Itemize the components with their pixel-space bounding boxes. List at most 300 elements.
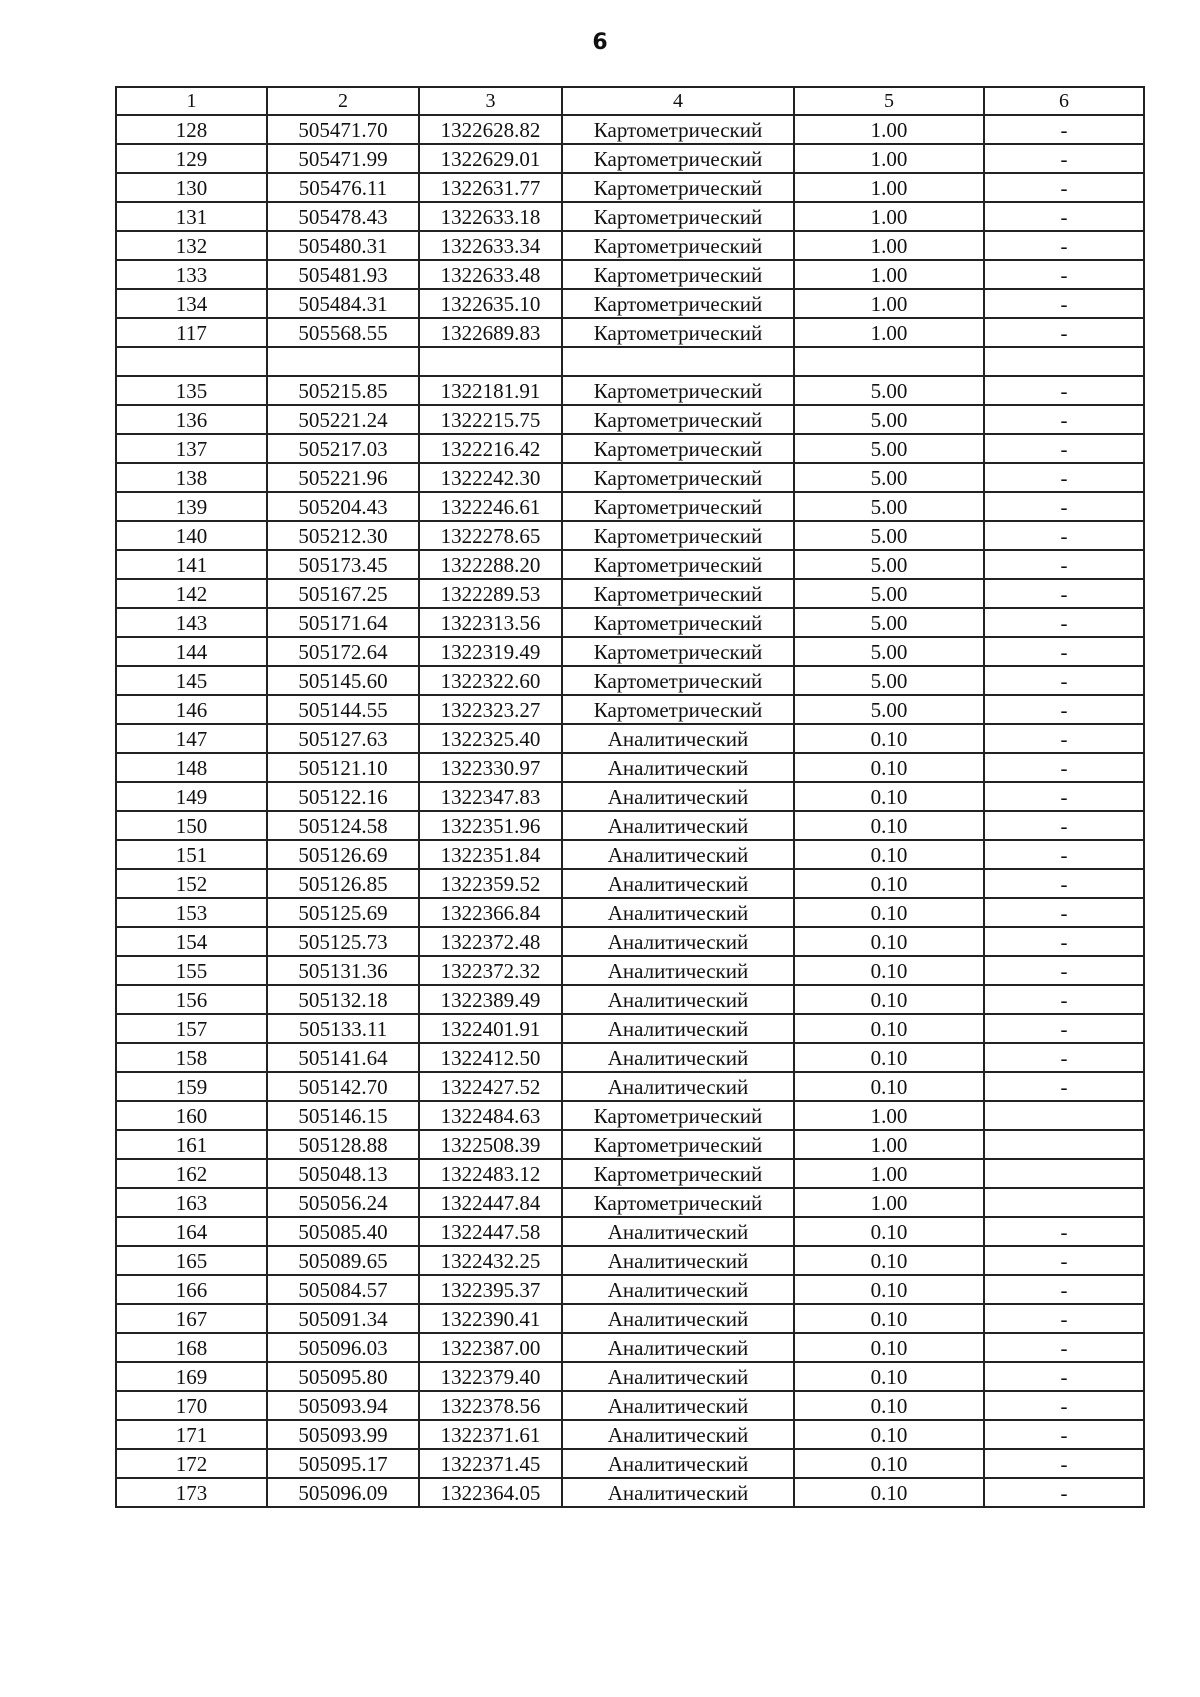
method-cell: Картометрический	[562, 434, 794, 463]
note-cell: -	[984, 115, 1144, 144]
accuracy-cell: 0.10	[794, 1478, 984, 1507]
note-cell: -	[984, 434, 1144, 463]
accuracy-cell: 1.00	[794, 173, 984, 202]
table-row	[116, 1014, 1144, 1043]
point-number-cell: 152	[116, 869, 267, 898]
accuracy-cell: 1.00	[794, 260, 984, 289]
accuracy-cell: 1.00	[794, 318, 984, 347]
note-cell: -	[984, 202, 1144, 231]
table-row	[116, 637, 1144, 666]
table-row	[116, 753, 1144, 782]
table-row	[116, 521, 1144, 550]
accuracy-cell: 0.10	[794, 927, 984, 956]
coordinates-table	[115, 86, 1145, 1508]
table-row	[116, 1449, 1144, 1478]
accuracy-cell: 1.00	[794, 1188, 984, 1217]
method-cell: Аналитический	[562, 869, 794, 898]
note-cell: -	[984, 405, 1144, 434]
accuracy-cell: 0.10	[794, 724, 984, 753]
accuracy-cell: 1.00	[794, 144, 984, 173]
y-coordinate-cell: 1322347.83	[419, 782, 562, 811]
point-number-cell: 148	[116, 753, 267, 782]
point-number-cell: 149	[116, 782, 267, 811]
table-row	[116, 1362, 1144, 1391]
y-coordinate-cell: 1322631.77	[419, 173, 562, 202]
point-number-cell: 172	[116, 1449, 267, 1478]
method-cell: Картометрический	[562, 1159, 794, 1188]
method-cell: Аналитический	[562, 840, 794, 869]
table-row	[116, 550, 1144, 579]
accuracy-cell: 1.00	[794, 231, 984, 260]
x-coordinate-cell: 505167.25	[267, 579, 419, 608]
table-row	[116, 1188, 1144, 1217]
method-cell: Картометрический	[562, 1101, 794, 1130]
point-number-cell: 131	[116, 202, 267, 231]
y-coordinate-cell: 1322366.84	[419, 898, 562, 927]
accuracy-cell: 5.00	[794, 434, 984, 463]
y-coordinate-cell: 1322378.56	[419, 1391, 562, 1420]
x-coordinate-cell: 505132.18	[267, 985, 419, 1014]
accuracy-cell: 0.10	[794, 782, 984, 811]
method-cell	[562, 347, 794, 376]
method-cell: Аналитический	[562, 1391, 794, 1420]
accuracy-cell: 0.10	[794, 1275, 984, 1304]
point-number-cell: 145	[116, 666, 267, 695]
accuracy-cell: 0.10	[794, 869, 984, 898]
point-number-cell: 137	[116, 434, 267, 463]
method-cell: Картометрический	[562, 405, 794, 434]
x-coordinate-cell: 505127.63	[267, 724, 419, 753]
y-coordinate-cell: 1322246.61	[419, 492, 562, 521]
table-row	[116, 579, 1144, 608]
note-cell: -	[984, 463, 1144, 492]
table-row	[116, 666, 1144, 695]
note-cell: -	[984, 956, 1144, 985]
note-cell: -	[984, 608, 1144, 637]
point-number-cell: 128	[116, 115, 267, 144]
point-number-cell: 170	[116, 1391, 267, 1420]
header-cell: 5	[794, 87, 984, 115]
accuracy-cell: 0.10	[794, 1217, 984, 1246]
point-number-cell: 155	[116, 956, 267, 985]
point-number-cell: 158	[116, 1043, 267, 1072]
point-number-cell: 159	[116, 1072, 267, 1101]
y-coordinate-cell: 1322628.82	[419, 115, 562, 144]
x-coordinate-cell: 505122.16	[267, 782, 419, 811]
y-coordinate-cell: 1322508.39	[419, 1130, 562, 1159]
method-cell: Аналитический	[562, 1304, 794, 1333]
method-cell: Картометрический	[562, 521, 794, 550]
header-cell: 6	[984, 87, 1144, 115]
note-cell: -	[984, 318, 1144, 347]
point-number-cell: 134	[116, 289, 267, 318]
method-cell: Картометрический	[562, 173, 794, 202]
header-cell: 3	[419, 87, 562, 115]
x-coordinate-cell: 505089.65	[267, 1246, 419, 1275]
x-coordinate-cell	[267, 347, 419, 376]
method-cell: Картометрический	[562, 463, 794, 492]
point-number-cell: 153	[116, 898, 267, 927]
x-coordinate-cell: 505085.40	[267, 1217, 419, 1246]
table-row	[116, 492, 1144, 521]
y-coordinate-cell: 1322372.32	[419, 956, 562, 985]
y-coordinate-cell: 1322323.27	[419, 695, 562, 724]
accuracy-cell	[794, 347, 984, 376]
method-cell: Картометрический	[562, 1130, 794, 1159]
x-coordinate-cell: 505096.03	[267, 1333, 419, 1362]
method-cell: Картометрический	[562, 289, 794, 318]
note-cell: -	[984, 1478, 1144, 1507]
y-coordinate-cell: 1322447.84	[419, 1188, 562, 1217]
table-row	[116, 376, 1144, 405]
accuracy-cell: 5.00	[794, 666, 984, 695]
x-coordinate-cell: 505478.43	[267, 202, 419, 231]
table-row	[116, 289, 1144, 318]
point-number-cell: 160	[116, 1101, 267, 1130]
method-cell: Аналитический	[562, 1217, 794, 1246]
y-coordinate-cell: 1322319.49	[419, 637, 562, 666]
note-cell: -	[984, 1043, 1144, 1072]
table-row	[116, 231, 1144, 260]
table-row	[116, 1159, 1144, 1188]
x-coordinate-cell: 505141.64	[267, 1043, 419, 1072]
point-number-cell: 117	[116, 318, 267, 347]
x-coordinate-cell: 505142.70	[267, 1072, 419, 1101]
y-coordinate-cell: 1322629.01	[419, 144, 562, 173]
point-number-cell: 150	[116, 811, 267, 840]
note-cell: -	[984, 695, 1144, 724]
table-row	[116, 956, 1144, 985]
note-cell: -	[984, 492, 1144, 521]
y-coordinate-cell: 1322387.00	[419, 1333, 562, 1362]
x-coordinate-cell: 505084.57	[267, 1275, 419, 1304]
table-row	[116, 724, 1144, 753]
x-coordinate-cell: 505471.99	[267, 144, 419, 173]
point-number-cell: 139	[116, 492, 267, 521]
accuracy-cell: 1.00	[794, 115, 984, 144]
point-number-cell: 157	[116, 1014, 267, 1043]
point-number-cell: 161	[116, 1130, 267, 1159]
point-number-cell: 165	[116, 1246, 267, 1275]
note-cell: -	[984, 1014, 1144, 1043]
accuracy-cell: 0.10	[794, 1014, 984, 1043]
note-cell: -	[984, 144, 1144, 173]
method-cell: Картометрический	[562, 637, 794, 666]
point-number-cell: 167	[116, 1304, 267, 1333]
x-coordinate-cell: 505480.31	[267, 231, 419, 260]
point-number-cell: 169	[116, 1362, 267, 1391]
note-cell: -	[984, 869, 1144, 898]
y-coordinate-cell: 1322359.52	[419, 869, 562, 898]
method-cell: Аналитический	[562, 1275, 794, 1304]
table-row	[116, 1391, 1144, 1420]
point-number-cell: 156	[116, 985, 267, 1014]
table-row	[116, 1130, 1144, 1159]
method-cell: Картометрический	[562, 695, 794, 724]
header-cell: 2	[267, 87, 419, 115]
accuracy-cell: 1.00	[794, 1159, 984, 1188]
accuracy-cell: 0.10	[794, 985, 984, 1014]
method-cell: Аналитический	[562, 898, 794, 927]
point-number-cell: 166	[116, 1275, 267, 1304]
accuracy-cell: 0.10	[794, 840, 984, 869]
y-coordinate-cell: 1322325.40	[419, 724, 562, 753]
accuracy-cell: 1.00	[794, 289, 984, 318]
x-coordinate-cell: 505125.73	[267, 927, 419, 956]
point-number-cell: 143	[116, 608, 267, 637]
y-coordinate-cell: 1322372.48	[419, 927, 562, 956]
note-cell: -	[984, 1217, 1144, 1246]
y-coordinate-cell	[419, 347, 562, 376]
x-coordinate-cell: 505048.13	[267, 1159, 419, 1188]
table-row	[116, 434, 1144, 463]
accuracy-cell: 1.00	[794, 1130, 984, 1159]
point-number-cell: 141	[116, 550, 267, 579]
header-cell: 1	[116, 87, 267, 115]
point-number-cell	[116, 347, 267, 376]
method-cell: Аналитический	[562, 753, 794, 782]
point-number-cell: 135	[116, 376, 267, 405]
x-coordinate-cell: 505481.93	[267, 260, 419, 289]
y-coordinate-cell: 1322389.49	[419, 985, 562, 1014]
y-coordinate-cell: 1322313.56	[419, 608, 562, 637]
point-number-cell: 147	[116, 724, 267, 753]
note-cell: -	[984, 840, 1144, 869]
method-cell: Картометрический	[562, 144, 794, 173]
note-cell: -	[984, 521, 1144, 550]
point-number-cell: 163	[116, 1188, 267, 1217]
x-coordinate-cell: 505128.88	[267, 1130, 419, 1159]
method-cell: Картометрический	[562, 376, 794, 405]
y-coordinate-cell: 1322447.58	[419, 1217, 562, 1246]
method-cell: Картометрический	[562, 550, 794, 579]
method-cell: Аналитический	[562, 1072, 794, 1101]
point-number-cell: 138	[116, 463, 267, 492]
point-number-cell: 146	[116, 695, 267, 724]
point-number-cell: 144	[116, 637, 267, 666]
note-cell: -	[984, 898, 1144, 927]
accuracy-cell: 0.10	[794, 1333, 984, 1362]
method-cell: Аналитический	[562, 956, 794, 985]
note-cell: -	[984, 927, 1144, 956]
accuracy-cell: 0.10	[794, 1449, 984, 1478]
y-coordinate-cell: 1322215.75	[419, 405, 562, 434]
x-coordinate-cell: 505125.69	[267, 898, 419, 927]
table-row	[116, 898, 1144, 927]
x-coordinate-cell: 505172.64	[267, 637, 419, 666]
note-cell: -	[984, 289, 1144, 318]
note-cell: -	[984, 550, 1144, 579]
x-coordinate-cell: 505484.31	[267, 289, 419, 318]
table-row	[116, 840, 1144, 869]
x-coordinate-cell: 505221.96	[267, 463, 419, 492]
point-number-cell: 171	[116, 1420, 267, 1449]
y-coordinate-cell: 1322242.30	[419, 463, 562, 492]
note-cell: -	[984, 753, 1144, 782]
accuracy-cell: 0.10	[794, 1362, 984, 1391]
accuracy-cell: 5.00	[794, 521, 984, 550]
note-cell: -	[984, 811, 1144, 840]
note-cell: -	[984, 579, 1144, 608]
table-row	[116, 115, 1144, 144]
method-cell: Аналитический	[562, 1014, 794, 1043]
accuracy-cell: 5.00	[794, 376, 984, 405]
x-coordinate-cell: 505093.94	[267, 1391, 419, 1420]
table-row	[116, 260, 1144, 289]
accuracy-cell: 1.00	[794, 1101, 984, 1130]
note-cell: -	[984, 985, 1144, 1014]
accuracy-cell: 5.00	[794, 608, 984, 637]
method-cell: Картометрический	[562, 318, 794, 347]
y-coordinate-cell: 1322351.96	[419, 811, 562, 840]
x-coordinate-cell: 505095.17	[267, 1449, 419, 1478]
method-cell: Аналитический	[562, 985, 794, 1014]
method-cell: Аналитический	[562, 811, 794, 840]
note-cell: -	[984, 666, 1144, 695]
note-cell: -	[984, 231, 1144, 260]
table-row	[116, 173, 1144, 202]
y-coordinate-cell: 1322633.34	[419, 231, 562, 260]
y-coordinate-cell: 1322278.65	[419, 521, 562, 550]
table-row	[116, 782, 1144, 811]
point-number-cell: 151	[116, 840, 267, 869]
table-header-row	[116, 87, 1144, 115]
accuracy-cell: 0.10	[794, 811, 984, 840]
y-coordinate-cell: 1322289.53	[419, 579, 562, 608]
table-row	[116, 1333, 1144, 1362]
note-cell	[984, 347, 1144, 376]
accuracy-cell: 0.10	[794, 956, 984, 985]
table-row	[116, 1072, 1144, 1101]
accuracy-cell: 0.10	[794, 1072, 984, 1101]
x-coordinate-cell: 505173.45	[267, 550, 419, 579]
y-coordinate-cell: 1322427.52	[419, 1072, 562, 1101]
method-cell: Картометрический	[562, 579, 794, 608]
note-cell: -	[984, 1362, 1144, 1391]
x-coordinate-cell: 505126.69	[267, 840, 419, 869]
y-coordinate-cell: 1322633.48	[419, 260, 562, 289]
x-coordinate-cell: 505144.55	[267, 695, 419, 724]
table-row	[116, 1043, 1144, 1072]
note-cell: -	[984, 376, 1144, 405]
table-row	[116, 927, 1144, 956]
x-coordinate-cell: 505121.10	[267, 753, 419, 782]
accuracy-cell: 5.00	[794, 637, 984, 666]
note-cell: -	[984, 1275, 1144, 1304]
note-cell: -	[984, 1333, 1144, 1362]
accuracy-cell: 0.10	[794, 753, 984, 782]
table-row	[116, 144, 1144, 173]
accuracy-cell: 5.00	[794, 550, 984, 579]
y-coordinate-cell: 1322351.84	[419, 840, 562, 869]
point-number-cell: 173	[116, 1478, 267, 1507]
coordinates-table-body	[116, 87, 1144, 1507]
note-cell: -	[984, 1072, 1144, 1101]
y-coordinate-cell: 1322322.60	[419, 666, 562, 695]
method-cell: Аналитический	[562, 1449, 794, 1478]
table-row	[116, 1420, 1144, 1449]
y-coordinate-cell: 1322689.83	[419, 318, 562, 347]
point-number-cell: 168	[116, 1333, 267, 1362]
y-coordinate-cell: 1322371.61	[419, 1420, 562, 1449]
note-cell: -	[984, 1391, 1144, 1420]
accuracy-cell: 0.10	[794, 898, 984, 927]
method-cell: Аналитический	[562, 1420, 794, 1449]
table-row	[116, 1217, 1144, 1246]
table-row	[116, 1101, 1144, 1130]
x-coordinate-cell: 505093.99	[267, 1420, 419, 1449]
y-coordinate-cell: 1322364.05	[419, 1478, 562, 1507]
note-cell: -	[984, 782, 1144, 811]
note-cell: -	[984, 1246, 1144, 1275]
table-row	[116, 318, 1144, 347]
accuracy-cell: 5.00	[794, 579, 984, 608]
y-coordinate-cell: 1322401.91	[419, 1014, 562, 1043]
accuracy-cell: 0.10	[794, 1391, 984, 1420]
y-coordinate-cell: 1322371.45	[419, 1449, 562, 1478]
note-cell: -	[984, 1449, 1144, 1478]
method-cell: Аналитический	[562, 1043, 794, 1072]
x-coordinate-cell: 505133.11	[267, 1014, 419, 1043]
y-coordinate-cell: 1322484.63	[419, 1101, 562, 1130]
note-cell	[984, 1101, 1144, 1130]
accuracy-cell: 0.10	[794, 1246, 984, 1275]
y-coordinate-cell: 1322412.50	[419, 1043, 562, 1072]
x-coordinate-cell: 505146.15	[267, 1101, 419, 1130]
point-number-cell: 142	[116, 579, 267, 608]
accuracy-cell: 5.00	[794, 405, 984, 434]
table-row	[116, 202, 1144, 231]
table-row	[116, 463, 1144, 492]
x-coordinate-cell: 505091.34	[267, 1304, 419, 1333]
point-number-cell: 164	[116, 1217, 267, 1246]
y-coordinate-cell: 1322216.42	[419, 434, 562, 463]
method-cell: Картометрический	[562, 260, 794, 289]
method-cell: Картометрический	[562, 608, 794, 637]
method-cell: Картометрический	[562, 666, 794, 695]
method-cell: Картометрический	[562, 492, 794, 521]
x-coordinate-cell: 505131.36	[267, 956, 419, 985]
method-cell: Аналитический	[562, 1246, 794, 1275]
note-cell: -	[984, 637, 1144, 666]
accuracy-cell: 5.00	[794, 463, 984, 492]
x-coordinate-cell: 505217.03	[267, 434, 419, 463]
method-cell: Аналитический	[562, 927, 794, 956]
accuracy-cell: 0.10	[794, 1304, 984, 1333]
accuracy-cell: 0.10	[794, 1043, 984, 1072]
table-row	[116, 985, 1144, 1014]
table-row	[116, 608, 1144, 637]
x-coordinate-cell: 505126.85	[267, 869, 419, 898]
x-coordinate-cell: 505095.80	[267, 1362, 419, 1391]
note-cell: -	[984, 173, 1144, 202]
method-cell: Картометрический	[562, 231, 794, 260]
method-cell: Аналитический	[562, 1362, 794, 1391]
x-coordinate-cell: 505568.55	[267, 318, 419, 347]
x-coordinate-cell: 505145.60	[267, 666, 419, 695]
table-row	[116, 405, 1144, 434]
y-coordinate-cell: 1322379.40	[419, 1362, 562, 1391]
point-number-cell: 133	[116, 260, 267, 289]
table-row	[116, 347, 1144, 376]
method-cell: Аналитический	[562, 1478, 794, 1507]
note-cell: -	[984, 724, 1144, 753]
y-coordinate-cell: 1322390.41	[419, 1304, 562, 1333]
y-coordinate-cell: 1322432.25	[419, 1246, 562, 1275]
method-cell: Аналитический	[562, 1333, 794, 1362]
accuracy-cell: 5.00	[794, 695, 984, 724]
page-number: 6	[592, 30, 608, 55]
